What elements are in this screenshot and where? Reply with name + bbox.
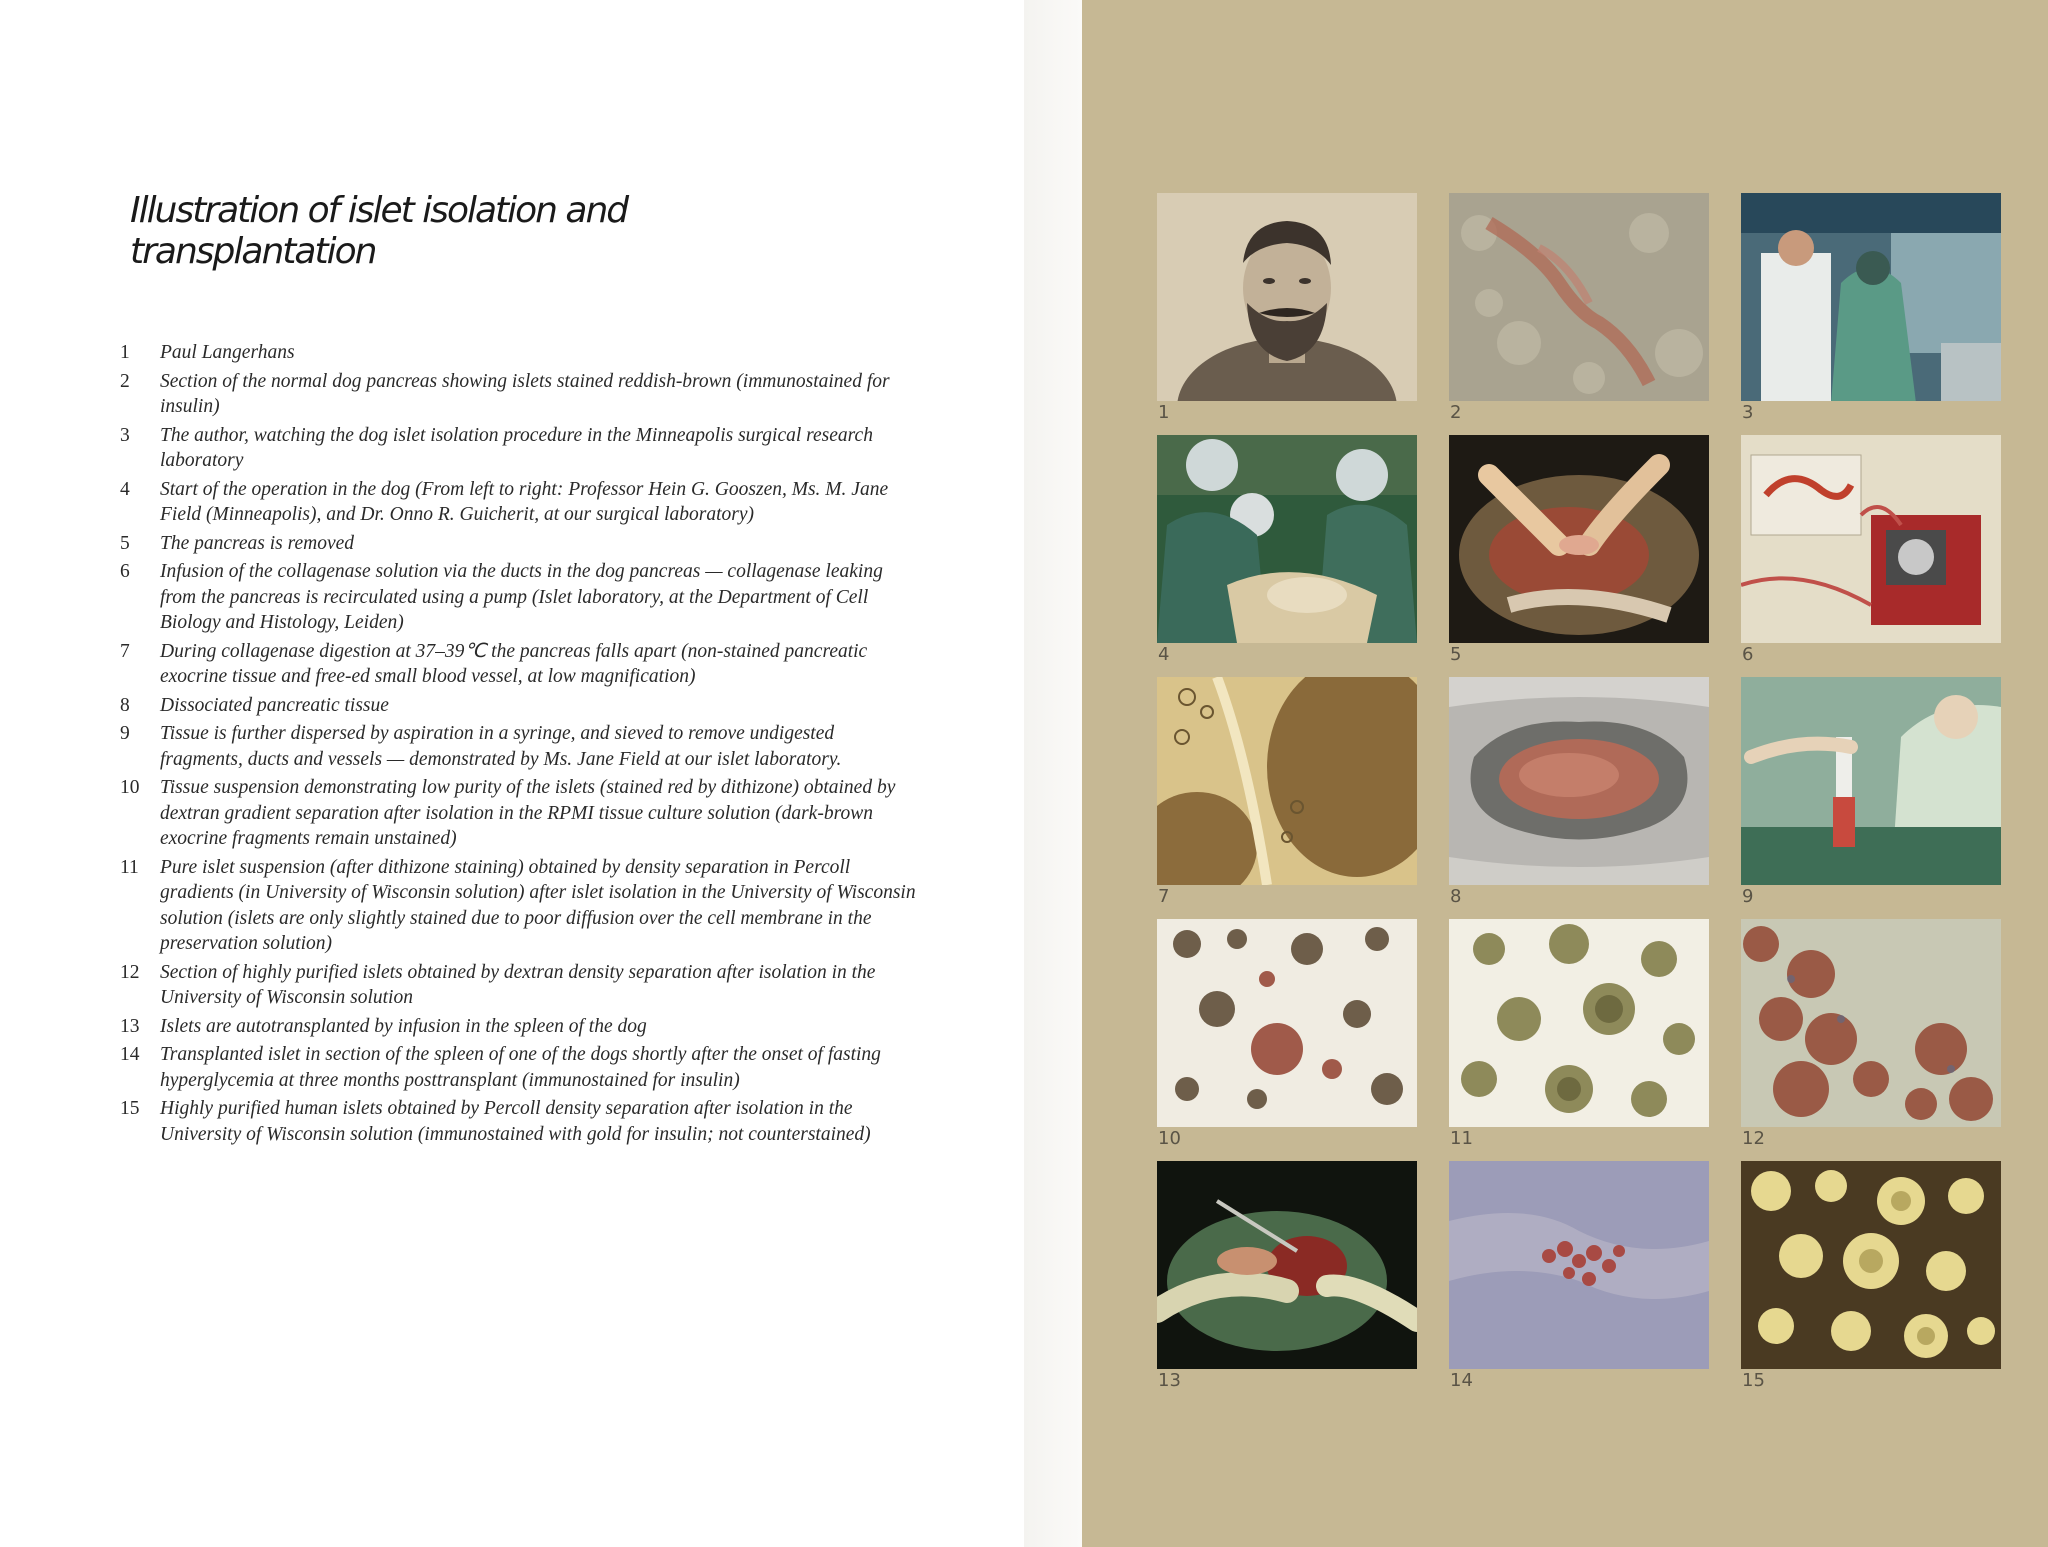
caption-text: During collagenase digestion at 37–39℃ the pancreas falls apart (non-stained pancreatic exocrine tissue and free-ed small blood vessel, at low magnification) bbox=[160, 640, 868, 687]
figure-number: 10 bbox=[1158, 1128, 1181, 1149]
caption-text: Tissue suspension demonstrating low purity of the islets (stained red by dithizone) obtained by dextran gradient separation after isolation in the RPMI tissue culture solution (dark-brown exocrine fragments remain unstained) bbox=[160, 777, 896, 849]
figure-number: 6 bbox=[1742, 644, 1754, 665]
autotransplant-photo bbox=[1157, 1161, 1417, 1369]
syringe-dispersion-photo bbox=[1741, 677, 2001, 885]
figure-4 bbox=[1157, 435, 1417, 677]
caption-number: 7 bbox=[120, 640, 130, 662]
figure-number: 11 bbox=[1450, 1128, 1473, 1149]
caption-text: Tissue is further dispersed by aspiration in a syringe, and sieved to remove undigested fragments, ducts and vessels — demonstrated by Ms. Jane Field at our islet laboratory. bbox=[160, 723, 842, 770]
figure-9 bbox=[1741, 677, 2001, 919]
caption-number: 2 bbox=[120, 370, 130, 392]
caption-item bbox=[120, 423, 920, 474]
figure-number: 2 bbox=[1450, 402, 1462, 423]
digestion-micrograph bbox=[1157, 677, 1417, 885]
caption-text: Transplanted islet in section of the spleen of one of the dogs shortly after the onset of fasting hyperglycemia at three months posttransplant (immunostained for insulin) bbox=[160, 1044, 881, 1091]
caption-text: Dissociated pancreatic tissue bbox=[160, 694, 389, 716]
book-gutter bbox=[1024, 0, 1082, 1547]
figure-1 bbox=[1157, 193, 1417, 435]
figure-number: 9 bbox=[1742, 886, 1754, 907]
caption-number: 13 bbox=[120, 1015, 140, 1037]
figure-number: 14 bbox=[1450, 1370, 1473, 1391]
caption-item bbox=[120, 1096, 920, 1147]
caption-item bbox=[120, 775, 920, 852]
figure-11 bbox=[1449, 919, 1709, 1161]
caption-text: Pure islet suspension (after dithizone staining) obtained by density separation in Percoll gradients (in University of Wisconsin solution) after islet isolation in the University of Wisconsin solution (islets are only slightly stained due to poor diffusion over the cell membrane in the preservation solution) bbox=[160, 856, 916, 954]
figure-7 bbox=[1157, 677, 1417, 919]
figure-3 bbox=[1741, 193, 2001, 435]
caption-text: Start of the operation in the dog (From left to right: Professor Hein G. Gooszen, Ms. M. Jane Field (Minneapolis), and Dr. Onno R. Guicherit, at our surgical laboratory) bbox=[160, 478, 889, 525]
figure-15 bbox=[1741, 1161, 2001, 1403]
caption-number: 10 bbox=[120, 777, 140, 798]
caption-number: 15 bbox=[120, 1098, 140, 1119]
caption-text: Section of the normal dog pancreas showing islets stained reddish-brown (immunostained for insulin) bbox=[160, 370, 890, 417]
figure-number: 1 bbox=[1158, 402, 1170, 423]
figure-number: 7 bbox=[1158, 886, 1170, 907]
caption-number: 6 bbox=[120, 561, 130, 582]
caption-text: The author, watching the dog islet isolation procedure in the Minneapolis surgical research laboratory bbox=[160, 424, 873, 471]
figure-13 bbox=[1157, 1161, 1417, 1403]
title-line-2: transplantation bbox=[130, 231, 376, 272]
figure-grid bbox=[1157, 193, 2002, 1393]
figure-number: 4 bbox=[1158, 644, 1170, 665]
figure-5 bbox=[1449, 435, 1709, 677]
pancreas-section-photo bbox=[1449, 193, 1709, 401]
spleen-section-micrograph bbox=[1449, 1161, 1709, 1369]
pure-islet-micrograph bbox=[1449, 919, 1709, 1127]
portrait-photo bbox=[1157, 193, 1417, 401]
figure-8 bbox=[1449, 677, 1709, 919]
figure-number: 8 bbox=[1450, 886, 1462, 907]
caption-item bbox=[120, 960, 920, 1011]
figure-14 bbox=[1449, 1161, 1709, 1403]
figure-12 bbox=[1741, 919, 2001, 1161]
purified-islet-section-micrograph bbox=[1741, 919, 2001, 1127]
page-title bbox=[130, 190, 770, 272]
figure-number: 5 bbox=[1450, 644, 1462, 665]
perfusion-pump-photo bbox=[1741, 435, 2001, 643]
caption-item bbox=[120, 855, 920, 957]
caption-text: Islets are autotransplanted by infusion in the spleen of the dog bbox=[160, 1015, 647, 1037]
caption-number: 12 bbox=[120, 961, 140, 983]
dissociated-tissue-photo bbox=[1449, 677, 1709, 885]
figure-number: 12 bbox=[1742, 1128, 1765, 1149]
caption-text: Paul Langerhans bbox=[160, 342, 295, 363]
caption-item bbox=[120, 477, 920, 528]
laboratory-photo bbox=[1741, 193, 2001, 401]
caption-item bbox=[120, 531, 920, 557]
figure-6 bbox=[1741, 435, 2001, 677]
caption-item bbox=[120, 1014, 920, 1040]
caption-text: Section of highly purified islets obtained by dextran density separation after isolation in the University of Wisconsin solution bbox=[160, 961, 876, 1008]
surgery-photo bbox=[1449, 435, 1709, 643]
caption-number: 5 bbox=[120, 532, 130, 554]
caption-text: Highly purified human islets obtained by Percoll density separation after isolation in the University of Wisconsin solution (immunostained with gold for insulin; not counterstained) bbox=[160, 1098, 871, 1145]
caption-item bbox=[120, 340, 920, 366]
figure-number: 3 bbox=[1742, 402, 1754, 423]
figure-2 bbox=[1449, 193, 1709, 435]
caption-item bbox=[120, 369, 920, 420]
caption-number: 4 bbox=[120, 478, 130, 500]
caption-number: 3 bbox=[120, 424, 130, 446]
caption-item bbox=[120, 1042, 920, 1093]
caption-list bbox=[120, 340, 920, 1150]
figure-number: 13 bbox=[1158, 1370, 1181, 1391]
caption-number: 8 bbox=[120, 694, 130, 716]
figure-10 bbox=[1157, 919, 1417, 1161]
caption-text: Infusion of the collagenase solution via the ducts in the dog pancreas — collagenase leaking from the pancreas is recirculated using a pump (Islet laboratory, at the Department of Cell Biology and Histology, Leiden) bbox=[160, 561, 883, 633]
caption-number: 14 bbox=[120, 1044, 140, 1065]
caption-item bbox=[120, 693, 920, 719]
title-line-1: Illustration of islet isolation and bbox=[130, 190, 628, 231]
caption-number: 1 bbox=[120, 342, 130, 363]
human-islets-micrograph bbox=[1741, 1161, 2001, 1369]
caption-item bbox=[120, 559, 920, 636]
caption-number: 9 bbox=[120, 723, 130, 744]
figure-number: 15 bbox=[1742, 1370, 1765, 1391]
caption-item bbox=[120, 639, 920, 690]
caption-text: The pancreas is removed bbox=[160, 532, 355, 554]
caption-item bbox=[120, 721, 920, 772]
tissue-suspension-micrograph bbox=[1157, 919, 1417, 1127]
caption-number: 11 bbox=[120, 856, 139, 878]
operation-photo bbox=[1157, 435, 1417, 643]
